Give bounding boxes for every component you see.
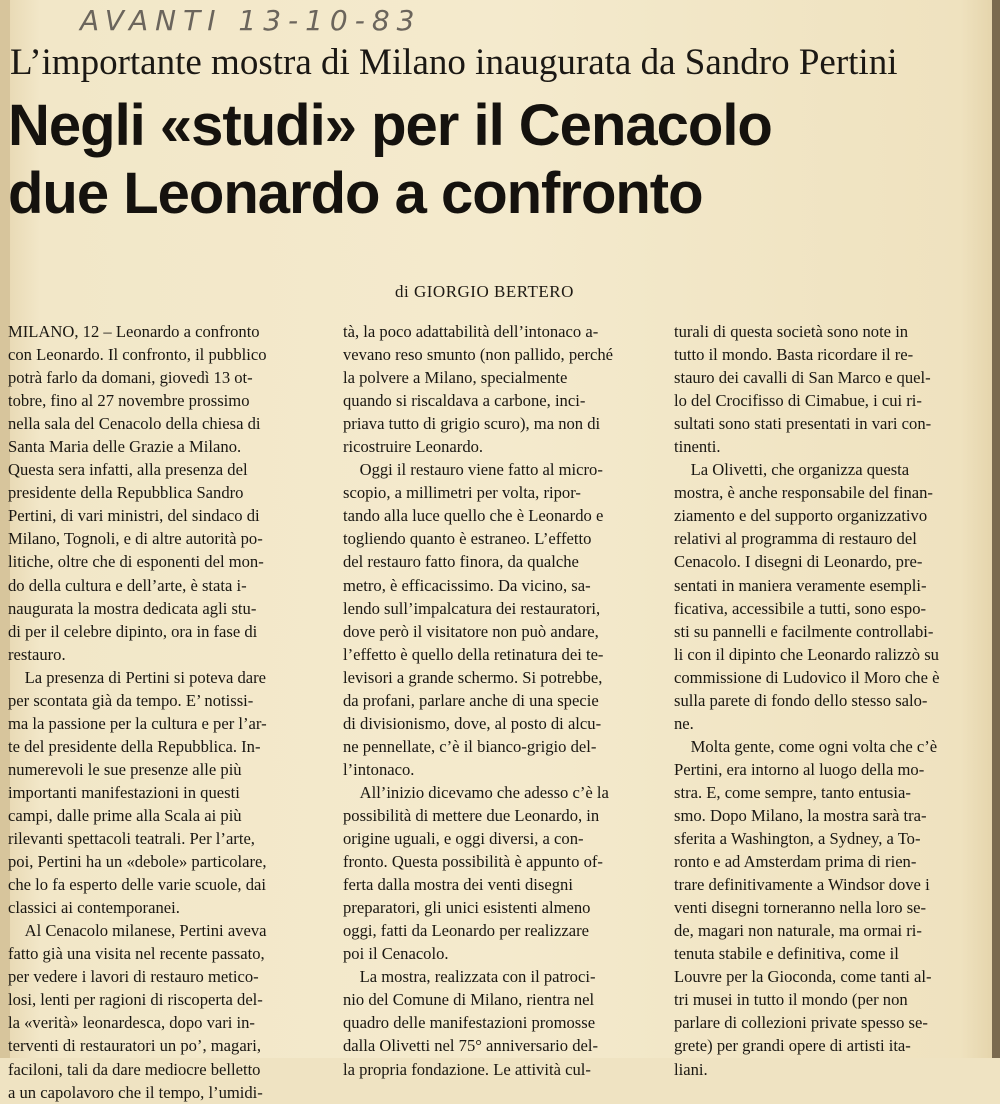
article-text-line: poi il Cenacolo. bbox=[343, 944, 449, 964]
article-text-line: classici ai contemporanei. bbox=[8, 898, 180, 918]
article-text-line: ricostruire Leonardo. bbox=[343, 437, 484, 457]
article-text-line: ferta dalla mostra dei venti disegni bbox=[343, 875, 573, 895]
article-text-line: nella sala del Cenacolo della chiesa di bbox=[8, 414, 261, 434]
article-text-line: origine uguali, e oggi diversi, a con- bbox=[343, 829, 584, 849]
article-text-line: sulla parete di fondo dello stesso salo- bbox=[674, 690, 928, 710]
article-text-line: mostra, è anche responsabile del finan- bbox=[674, 483, 933, 503]
article-text-line: faciloni, tali da dare mediocre belletto bbox=[8, 1059, 261, 1079]
article-text-line: tando alla luce quello che è Leonardo e bbox=[343, 506, 604, 526]
article-text-line: potrà farlo da domani, giovedì 13 ot- bbox=[8, 368, 253, 388]
article-text-line: li con il dipinto che Leonardo ralizzò su bbox=[674, 644, 939, 664]
article-text-line: Milano, Tognoli, e di altre autorità po- bbox=[8, 529, 263, 549]
article-text-line: te del presidente della Repubblica. In- bbox=[8, 736, 261, 756]
article-text-line: smo. Dopo Milano, la mostra sarà tra- bbox=[674, 805, 927, 825]
article-text-line: la propria fondazione. Le attività cul- bbox=[343, 1059, 591, 1079]
article-text-line: do della cultura e dell’arte, è stata i- bbox=[8, 575, 247, 595]
article-text-line: possibilità di mettere due Leonardo, in bbox=[343, 805, 600, 825]
article-text-line: La mostra, realizzata con il patroci- bbox=[343, 967, 596, 987]
article-text-line: a un capolavoro che il tempo, l’umidi- bbox=[8, 1082, 263, 1102]
article-text-line: ne pennellate, c’è il bianco-grigio del- bbox=[343, 736, 597, 756]
article-text-line: liani. bbox=[674, 1059, 708, 1079]
article-text-line: ficativa, accessibile a tutti, sono espo- bbox=[674, 598, 927, 618]
article-text-line: fatto già una visita nel recente passato, bbox=[8, 944, 265, 964]
article-text-line: preparatori, gli unici esistenti almeno bbox=[343, 898, 591, 918]
article-text-line: ne. bbox=[674, 713, 694, 733]
article-text-line: Oggi il restauro viene fatto al micro- bbox=[343, 460, 603, 480]
clipping-right-edge bbox=[992, 0, 1000, 1058]
article-text-line: commissione di Ludovico il Moro che è bbox=[674, 667, 940, 687]
article-text-line: Molta gente, come ogni volta che c’è bbox=[674, 736, 938, 756]
article-text-line: poi, Pertini ha un «debole» particolare, bbox=[8, 852, 267, 872]
article-text-line: La presenza di Pertini si poteva dare bbox=[8, 667, 267, 687]
article-text-line: fronto. Questa possibilità è appunto of- bbox=[343, 852, 603, 872]
article-text-line: parlare di collezioni private spesso se- bbox=[674, 1013, 928, 1033]
article-text-line: numerevoli le sue presenze alle più bbox=[8, 759, 242, 779]
article-text-line: tinenti. bbox=[674, 437, 721, 457]
headline-line-2: due Leonardo a confronto bbox=[8, 161, 703, 226]
article-column-3 bbox=[674, 320, 964, 1081]
article-text-line: lo del Crocifisso di Cimabue, i cui ri- bbox=[674, 391, 922, 411]
article-column-1 bbox=[8, 320, 298, 1104]
article-text-line: campi, dalle prime alla Scala ai più bbox=[8, 805, 242, 825]
article-text-line: All’inizio dicevamo che adesso c’è la bbox=[343, 782, 609, 802]
article-text-line: da profani, parlare anche di una specie bbox=[343, 690, 599, 710]
article-text-line: turali di questa società sono note in bbox=[674, 322, 909, 341]
article-text-line: sti su pannelli e facilmente controllabi- bbox=[674, 621, 934, 641]
article-text-line: rilevanti spettacoli teatrali. Per l’arte, bbox=[8, 829, 255, 849]
article-text-line: dove però il visitatore non può andare, bbox=[343, 621, 599, 641]
article-text-line: tà, la poco adattabilità dell’intonaco a- bbox=[343, 322, 599, 341]
article-text-line: l’effetto è quello della retinatura dei te- bbox=[343, 644, 604, 664]
article-text-line: quadro delle manifestazioni promosse bbox=[343, 1013, 596, 1033]
article-text-line: de, magari non naturale, ma ormai ri- bbox=[674, 921, 922, 941]
article-text-line: togliendo quanto è estraneo. L’effetto bbox=[343, 529, 592, 549]
article-text-line: lendo sull’impalcatura dei restauratori, bbox=[343, 598, 601, 618]
article-text-line: metro, è efficacissimo. Da vicino, sa- bbox=[343, 575, 591, 595]
article-text-line: scopio, a millimetri per volta, ripor- bbox=[343, 483, 581, 503]
article-text-line: priava tutto di grigio scuro), ma non di bbox=[343, 414, 601, 434]
article-text-line: Pertini, di vari ministri, del sindaco di bbox=[8, 506, 260, 526]
article-headline bbox=[8, 92, 908, 228]
article-text-line: per vedere i lavori di restauro metico- bbox=[8, 967, 259, 987]
article-text-line: vevano reso smunto (non pallido, perché bbox=[343, 345, 614, 365]
article-text-line: tri musei in tutto il mondo (per non bbox=[674, 990, 908, 1010]
article-text-line: Santa Maria delle Grazie a Milano. bbox=[8, 437, 242, 457]
article-text-line: sentati in maniera veramente esempli- bbox=[674, 575, 927, 595]
article-text-line: nio del Comune di Milano, rientra nel bbox=[343, 990, 595, 1010]
article-text-line: di divisionismo, dove, al posto di alcu- bbox=[343, 713, 602, 733]
article-text-line: la polvere a Milano, specialmente bbox=[343, 368, 568, 388]
article-text-line: litiche, oltre che di esponenti del mon- bbox=[8, 552, 264, 572]
article-text-line: losi, lenti per ragioni di riscoperta del- bbox=[8, 990, 263, 1010]
article-text-line: grete) per grandi opere di artisti ita- bbox=[674, 1036, 911, 1056]
article-text-line: stra. E, come sempre, tanto entusia- bbox=[674, 782, 911, 802]
article-byline: di GIORGIO BERTERO bbox=[395, 282, 574, 301]
article-text-line: trare definitivamente a Windsor dove i bbox=[674, 875, 930, 895]
article-text-line: dalla Olivetti nel 75° anniversario del- bbox=[343, 1036, 598, 1056]
headline-line-1: Negli «studi» per il Cenacolo bbox=[8, 93, 772, 158]
article-text-line: venti disegni torneranno nella loro se- bbox=[674, 898, 927, 918]
article-text-line: Cenacolo. I disegni di Leonardo, pre- bbox=[674, 552, 923, 572]
article-text-line: oggi, fatti da Leonardo per realizzare bbox=[343, 921, 590, 941]
article-text-line: Louvre per la Gioconda, come tanti al- bbox=[674, 967, 932, 987]
article-text-line: Questa sera infatti, alla presenza del bbox=[8, 460, 248, 480]
article-text-line: La Olivetti, che organizza questa bbox=[674, 460, 910, 480]
article-text-line: per scontata già da tempo. E’ notissi- bbox=[8, 690, 254, 710]
article-text-line: che lo fa esperto delle varie scuole, dai bbox=[8, 875, 267, 895]
article-text-line: del restauro fatto finora, da qualche bbox=[343, 552, 579, 572]
article-text-line: tutto il mondo. Basta ricordare il re- bbox=[674, 345, 914, 365]
article-text-line: con Leonardo. Il confronto, il pubblico bbox=[8, 345, 267, 365]
article-kicker: L’importante mostra di Milano inaugurata da Sandro Pertini bbox=[10, 42, 898, 83]
article-text-line: sultati sono stati presentati in vari con- bbox=[674, 414, 932, 434]
article-text-line: terventi di restauratori un po’, magari, bbox=[8, 1036, 261, 1056]
article-text-line: levisori a grande schermo. Si potrebbe, bbox=[343, 667, 603, 687]
article-text-line: stauro dei cavalli di San Marco e quel- bbox=[674, 368, 931, 388]
article-text-line: tenuta stabile e definitiva, come il bbox=[674, 944, 899, 964]
article-text-line: relativi al programma di restauro del bbox=[674, 529, 917, 549]
article-text-line: la «verità» leonardesca, dopo vari in- bbox=[8, 1013, 255, 1033]
article-column-2 bbox=[343, 320, 633, 1081]
article-text-line: naugurata la mostra dedicata agli stu- bbox=[8, 598, 257, 618]
article-text-line: quando si riscaldava a carbone, inci- bbox=[343, 391, 586, 411]
article-text-line: l’intonaco. bbox=[343, 759, 415, 779]
article-text-line: sferita a Washington, a Sydney, a To- bbox=[674, 829, 921, 849]
article-text-line: restauro. bbox=[8, 644, 66, 664]
handwritten-source-note: AVANTI 13-10-83 bbox=[80, 4, 422, 37]
article-text-line: Pertini, era intorno al luogo della mo- bbox=[674, 759, 925, 779]
article-text-line: MILANO, 12 – Leonardo a confronto bbox=[8, 322, 260, 341]
article-text-line: presidente della Repubblica Sandro bbox=[8, 483, 244, 503]
article-text-line: tobre, fino al 27 novembre prossimo bbox=[8, 391, 250, 411]
article-text-line: di per il celebre dipinto, ora in fase di bbox=[8, 621, 258, 641]
article-text-line: ronto e ad Amsterdam prima di rien- bbox=[674, 852, 917, 872]
article-text-line: importanti manifestazioni in questi bbox=[8, 782, 240, 802]
article-text-line: ziamento e del supporto organizzativo bbox=[674, 506, 928, 526]
article-text-line: Al Cenacolo milanese, Pertini aveva bbox=[8, 921, 267, 941]
article-text-line: ma la passione per la cultura e per l’ar- bbox=[8, 713, 267, 733]
